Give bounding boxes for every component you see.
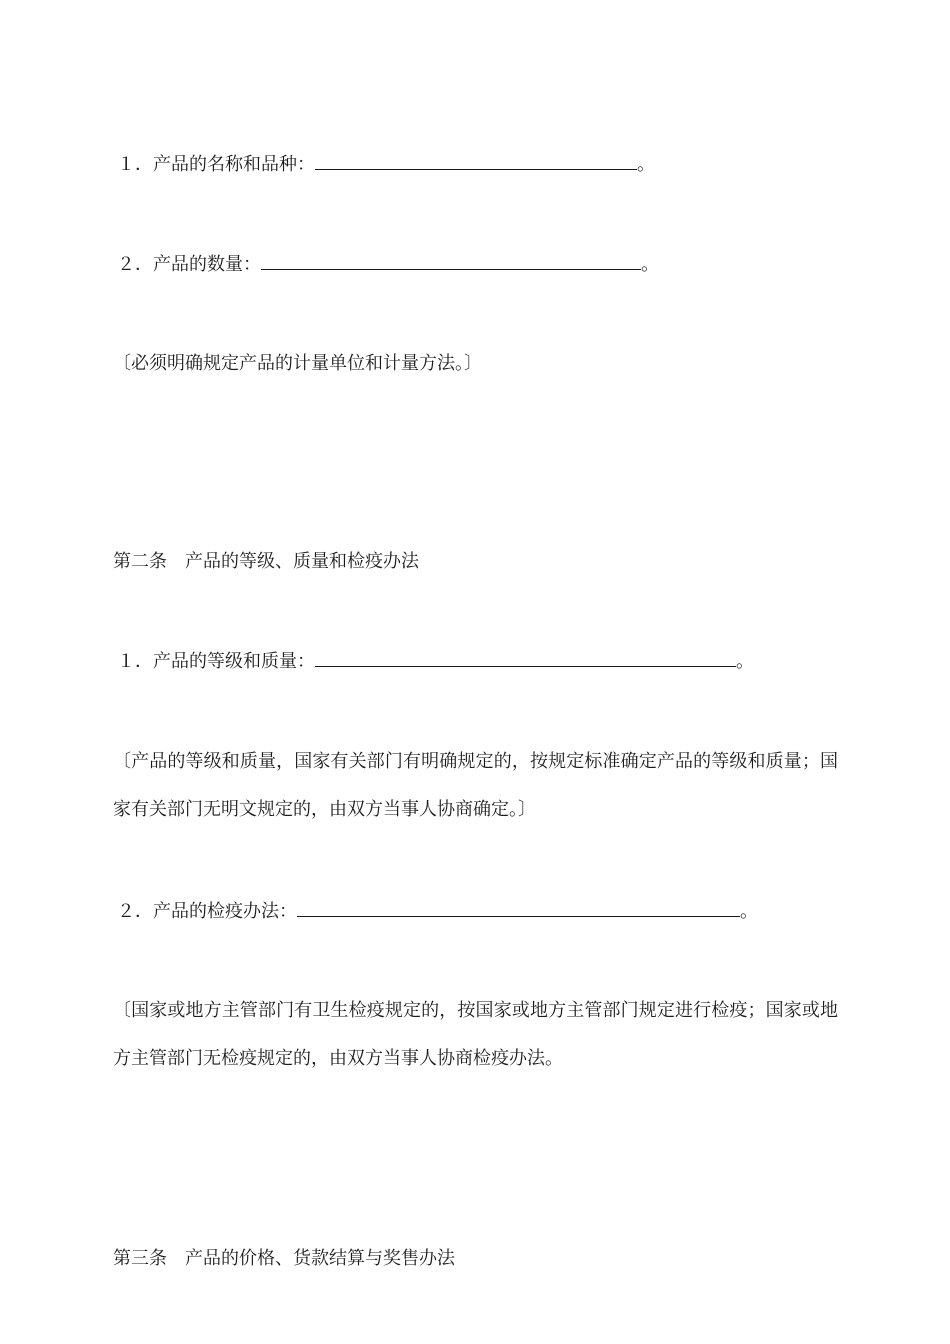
item-label: １．产品的名称和品种：: [117, 154, 315, 175]
item-label: ２．产品的数量：: [117, 254, 261, 275]
item-label: ２．产品的检疫办法：: [117, 901, 297, 922]
blank-field[interactable]: [261, 253, 641, 270]
blank-field[interactable]: [297, 900, 740, 917]
item-label: １．产品的等级和质量：: [117, 651, 315, 672]
article2-heading: 第二条 产品的等级、质量和检疫办法: [113, 551, 419, 572]
article3-heading: 第三条 产品的价格、货款结算与奖售办法: [113, 1248, 455, 1269]
article2-item1: [117, 650, 754, 674]
article1-item2: [117, 253, 659, 277]
item-end: 。: [641, 254, 659, 275]
article1-item1: [117, 153, 655, 177]
article1-note: 〔必须明确规定产品的计量单位和计量方法。〕: [113, 353, 482, 374]
article2-note1: 〔产品的等级和质量，国家有关部门有明确规定的，按规定标准确定产品的等级和质量；国家有关部门无明文规定的，由双方当事人协商确定。〕: [113, 751, 838, 820]
item-end: 。: [736, 651, 754, 672]
blank-field[interactable]: [315, 650, 736, 667]
article2-note2: 〔国家或地方主管部门有卫生检疫规定的，按国家或地方主管部门规定进行检疫；国家或地方主管部门无检疫规定的，由双方当事人协商检疫办法。: [113, 1000, 838, 1069]
item-end: 。: [740, 901, 758, 922]
article2-item2: [117, 900, 758, 924]
item-end: 。: [637, 154, 655, 175]
blank-field[interactable]: [315, 153, 637, 170]
